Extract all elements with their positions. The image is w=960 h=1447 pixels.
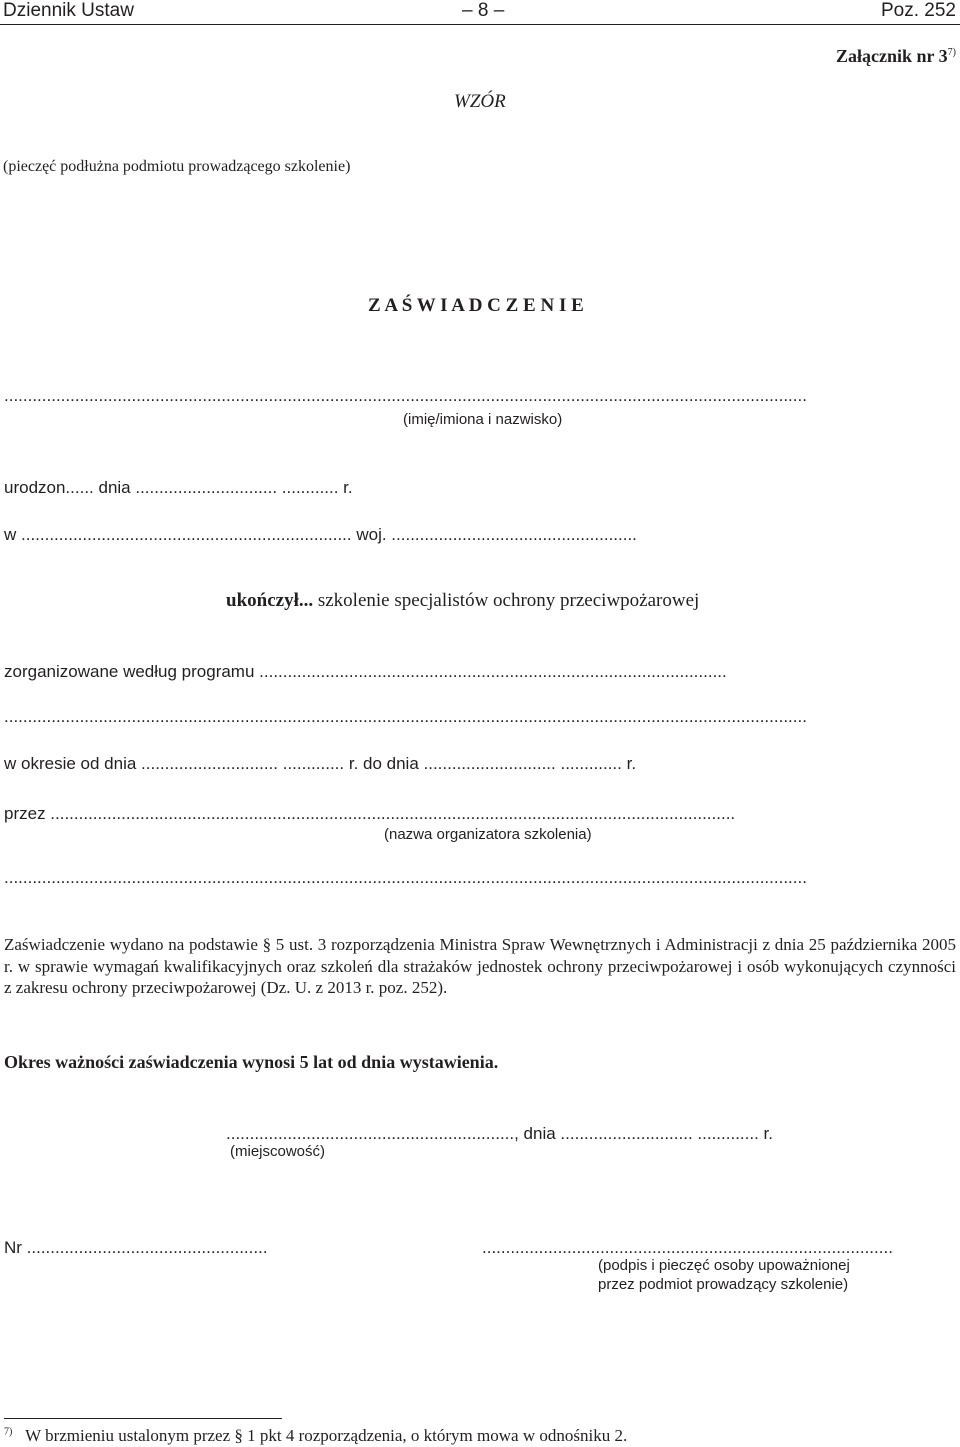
stamp-caption: (pieczęć podłużna podmiotu prowadzącego szkolenie) xyxy=(3,158,351,175)
organizer-line: przez ................................................................................................................................................. xyxy=(4,804,736,823)
birth-place-line: w ...................................................................... woj. .................................................... xyxy=(4,525,637,544)
footnote xyxy=(4,1426,627,1446)
signature-line: ....................................................................................... xyxy=(482,1238,893,1257)
header-rule xyxy=(0,24,960,25)
document-title: Z A Ś W I A D C Z E N I E xyxy=(368,295,584,316)
organizer-caption: (nazwa organizatora szkolenia) xyxy=(384,826,592,843)
page-number: – 8 – xyxy=(462,0,505,21)
certificate-number: Nr ................................................... xyxy=(4,1238,268,1257)
annex-label-text: Załącznik nr 3 xyxy=(835,46,948,66)
organizer-continuation-line: .......................................................................................................................................................................... xyxy=(4,868,807,887)
footnote-marker: 7) xyxy=(4,1426,13,1438)
journal-title: Dziennik Ustaw xyxy=(3,0,134,21)
signature-caption-line-2: przez podmiot prowadzący szkolenie) xyxy=(598,1276,849,1293)
annex-footnote-ref: 7) xyxy=(947,47,956,58)
footnote-text: W brzmieniu ustalonym przez § 1 pkt 4 rozporządzenia, o którym mowa w odnośniku 2. xyxy=(25,1426,628,1445)
name-line: .......................................................................................................................................................................... xyxy=(4,386,807,405)
name-caption: (imię/imiona i nazwisko) xyxy=(403,411,563,428)
legal-basis-paragraph: Zaświadczenie wydano na podstawie § 5 ust. 3 rozporządzenia Ministra Spraw Wewnętrznych i Administracji z dnia 25 października 2005 r. w sprawie wymagań kwalifikacyjnych oraz szkoleń dla strażaków jednostek ochrony przeciwpożarowej i osób wykonujących czynności z zakresu ochrony przeciwpożarowej (Dz. U. z 2013 r. poz. 252). xyxy=(4,935,956,997)
program-continuation-line: .......................................................................................................................................................................... xyxy=(4,707,807,726)
birth-date-line: urodzon...... dnia .............................. ............ r. xyxy=(4,478,353,497)
program-line: zorganizowane według programu ................................................................................................... xyxy=(4,662,727,681)
position-number: Poz. 252 xyxy=(881,0,956,21)
place-date-line: ............................................................., dnia ............................ ............. r. xyxy=(226,1124,773,1143)
signature-caption-line-1: (podpis i pieczęć osoby upoważnionej xyxy=(598,1257,850,1274)
annex-label xyxy=(836,46,956,67)
period-line: w okresie od dnia ............................. ............. r. do dnia ............................ ............. r. xyxy=(4,754,637,773)
footnote-rule xyxy=(4,1418,282,1419)
completion-prefix: ukończył... xyxy=(226,590,314,611)
completion-line xyxy=(226,590,699,612)
completion-text: szkolenie specjalistów ochrony przeciwpożarowej xyxy=(313,590,700,611)
place-caption: (miejscowość) xyxy=(230,1143,326,1160)
validity-statement: Okres ważności zaświadczenia wynosi 5 lat od dnia wystawienia. xyxy=(4,1052,499,1072)
template-label: WZÓR xyxy=(454,91,506,112)
